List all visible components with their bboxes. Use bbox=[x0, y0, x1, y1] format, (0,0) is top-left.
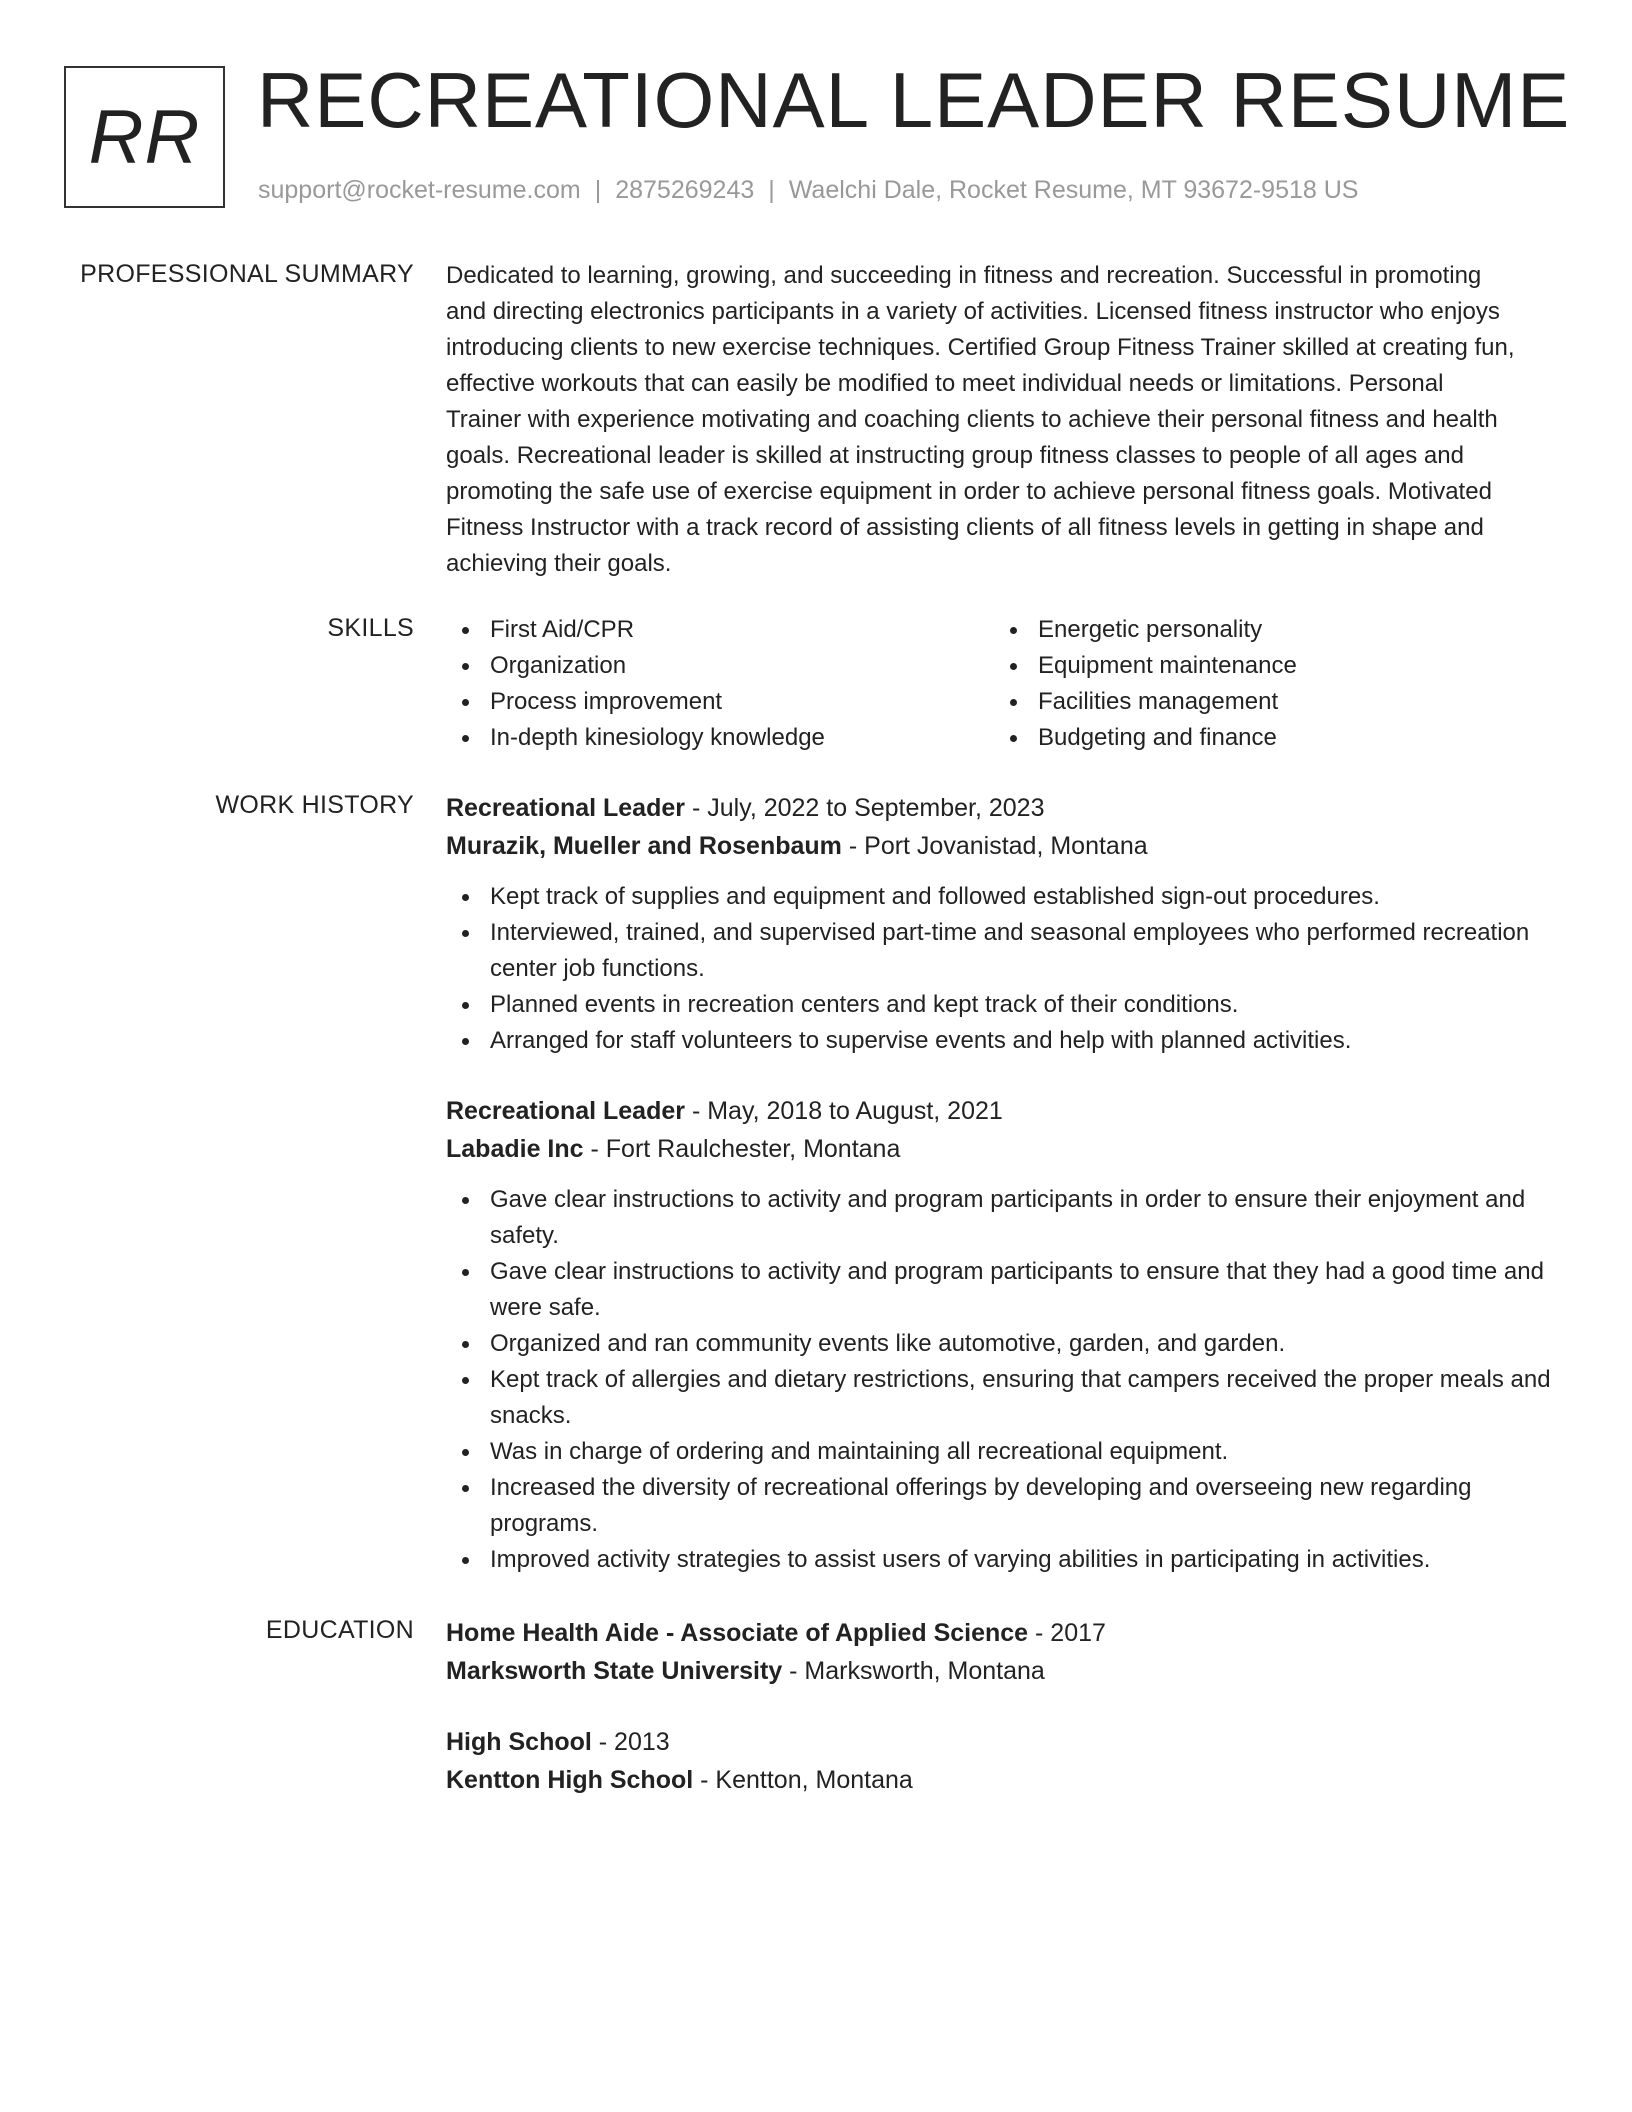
contact-line bbox=[258, 176, 1358, 205]
school-location: - Marksworth, Montana bbox=[782, 1657, 1045, 1685]
school-location: - Kentton, Montana bbox=[693, 1766, 913, 1794]
summary-line: Trainer with experience motivating and coaching clients to achieve their personal fitness and health bbox=[446, 406, 1498, 433]
summary-line: achieving their goals. bbox=[446, 550, 672, 577]
job-duty: Improved activity strategies to assist users of varying abilities in participating in activities. bbox=[446, 1542, 1561, 1578]
work-history-heading: WORK HISTORY bbox=[215, 791, 414, 819]
contact-address: Waelchi Dale, Rocket Resume, MT 93672-9518 US bbox=[788, 176, 1359, 204]
education-heading: EDUCATION bbox=[265, 1616, 414, 1644]
job-title-line bbox=[446, 1092, 1561, 1130]
contact-phone[interactable]: 2875269243 bbox=[615, 176, 755, 204]
job-title: Recreational Leader bbox=[446, 794, 685, 822]
skill-item: Equipment maintenance bbox=[994, 648, 1534, 684]
job-location: - Port Jovanistad, Montana bbox=[841, 832, 1148, 860]
degree-name: Home Health Aide - Associate of Applied Science bbox=[446, 1619, 1029, 1647]
skill-item: Process improvement bbox=[446, 684, 986, 720]
monogram-text: RR bbox=[88, 94, 201, 180]
job-duty: Arranged for staff volunteers to supervise events and help with planned activities. bbox=[446, 1023, 1561, 1059]
job-duty: Was in charge of ordering and maintaining all recreational equipment. bbox=[446, 1434, 1561, 1470]
job-dates: - July, 2022 to September, 2023 bbox=[685, 794, 1045, 822]
summary-line: Fitness Instructor with a track record of assisting clients of all fitness levels in getting in shape and bbox=[446, 514, 1484, 541]
skill-item: First Aid/CPR bbox=[446, 612, 986, 648]
education-entry bbox=[446, 1723, 1561, 1799]
job-location: - Fort Raulchester, Montana bbox=[583, 1135, 901, 1163]
education-entry bbox=[446, 1614, 1561, 1690]
summary-line: promoting the safe use of exercise equipment in order to achieve personal fitness goals. Motivated bbox=[446, 478, 1492, 505]
school-name: Marksworth State University bbox=[446, 1657, 783, 1685]
resume-title: RECREATIONAL LEADER RESUME bbox=[257, 56, 1571, 144]
summary-line: goals. Recreational leader is skilled at instructing group fitness classes to people of all ages and bbox=[446, 442, 1464, 469]
monogram-logo bbox=[64, 66, 225, 208]
job-title-line bbox=[446, 789, 1561, 827]
skills-list-left bbox=[446, 612, 986, 756]
work-history-body bbox=[446, 789, 1561, 1578]
job-entry bbox=[446, 789, 1561, 1059]
degree-year: - 2013 bbox=[591, 1728, 670, 1756]
job-dates: - May, 2018 to August, 2021 bbox=[685, 1097, 1003, 1125]
summary-line: and directing electronics participants in a variety of activities. Licensed fitness instructor who enjoys bbox=[446, 298, 1500, 325]
school-line bbox=[446, 1652, 1561, 1690]
skills-heading: SKILLS bbox=[327, 614, 414, 642]
job-duty: Interviewed, trained, and supervised part-time and seasonal employees who performed recreation center job functions. bbox=[446, 915, 1561, 987]
job-duty: Gave clear instructions to activity and program participants in order to ensure their enjoyment and safety. bbox=[446, 1182, 1561, 1254]
job-company: Labadie Inc bbox=[446, 1135, 584, 1163]
job-company-line bbox=[446, 1130, 1561, 1168]
skills-list-right bbox=[994, 612, 1534, 756]
summary-heading: PROFESSIONAL SUMMARY bbox=[80, 260, 414, 288]
degree-line bbox=[446, 1614, 1561, 1652]
summary-line: Dedicated to learning, growing, and succeeding in fitness and recreation. Successful in promoting bbox=[446, 262, 1482, 289]
contact-separator: | bbox=[594, 176, 602, 204]
job-duty: Organized and ran community events like automotive, garden, and garden. bbox=[446, 1326, 1561, 1362]
job-duties-list bbox=[446, 879, 1561, 1059]
degree-line bbox=[446, 1723, 1561, 1761]
job-entry bbox=[446, 1092, 1561, 1578]
school-line bbox=[446, 1761, 1561, 1799]
contact-email[interactable]: support@rocket-resume.com bbox=[258, 176, 581, 204]
job-duty: Increased the diversity of recreational offerings by developing and overseeing new regarding programs. bbox=[446, 1470, 1561, 1542]
skill-item: In-depth kinesiology knowledge bbox=[446, 720, 986, 756]
job-title: Recreational Leader bbox=[446, 1097, 685, 1125]
summary-line: introducing clients to new exercise techniques. Certified Group Fitness Trainer skilled at creating fun, bbox=[446, 334, 1515, 361]
job-company-line bbox=[446, 827, 1561, 865]
summary-text bbox=[446, 258, 1561, 582]
skill-item: Energetic personality bbox=[994, 612, 1534, 648]
job-duty: Gave clear instructions to activity and program participants to ensure that they had a good time and were safe. bbox=[446, 1254, 1561, 1326]
summary-line: effective workouts that can easily be modified to meet individual needs or limitations. Personal bbox=[446, 370, 1444, 397]
skill-item: Facilities management bbox=[994, 684, 1534, 720]
job-duty: Kept track of supplies and equipment and followed established sign-out procedures. bbox=[446, 879, 1561, 915]
skill-item: Organization bbox=[446, 648, 986, 684]
school-name: Kentton High School bbox=[446, 1766, 694, 1794]
degree-name: High School bbox=[446, 1728, 592, 1756]
job-duty: Planned events in recreation centers and kept track of their conditions. bbox=[446, 987, 1561, 1023]
education-body bbox=[446, 1614, 1561, 1799]
skill-item: Budgeting and finance bbox=[994, 720, 1534, 756]
job-duties-list bbox=[446, 1182, 1561, 1578]
degree-year: - 2017 bbox=[1028, 1619, 1106, 1647]
job-duty: Kept track of allergies and dietary restrictions, ensuring that campers received the proper meals and snacks. bbox=[446, 1362, 1561, 1434]
contact-separator: | bbox=[768, 176, 775, 204]
job-company: Murazik, Mueller and Rosenbaum bbox=[446, 832, 842, 860]
